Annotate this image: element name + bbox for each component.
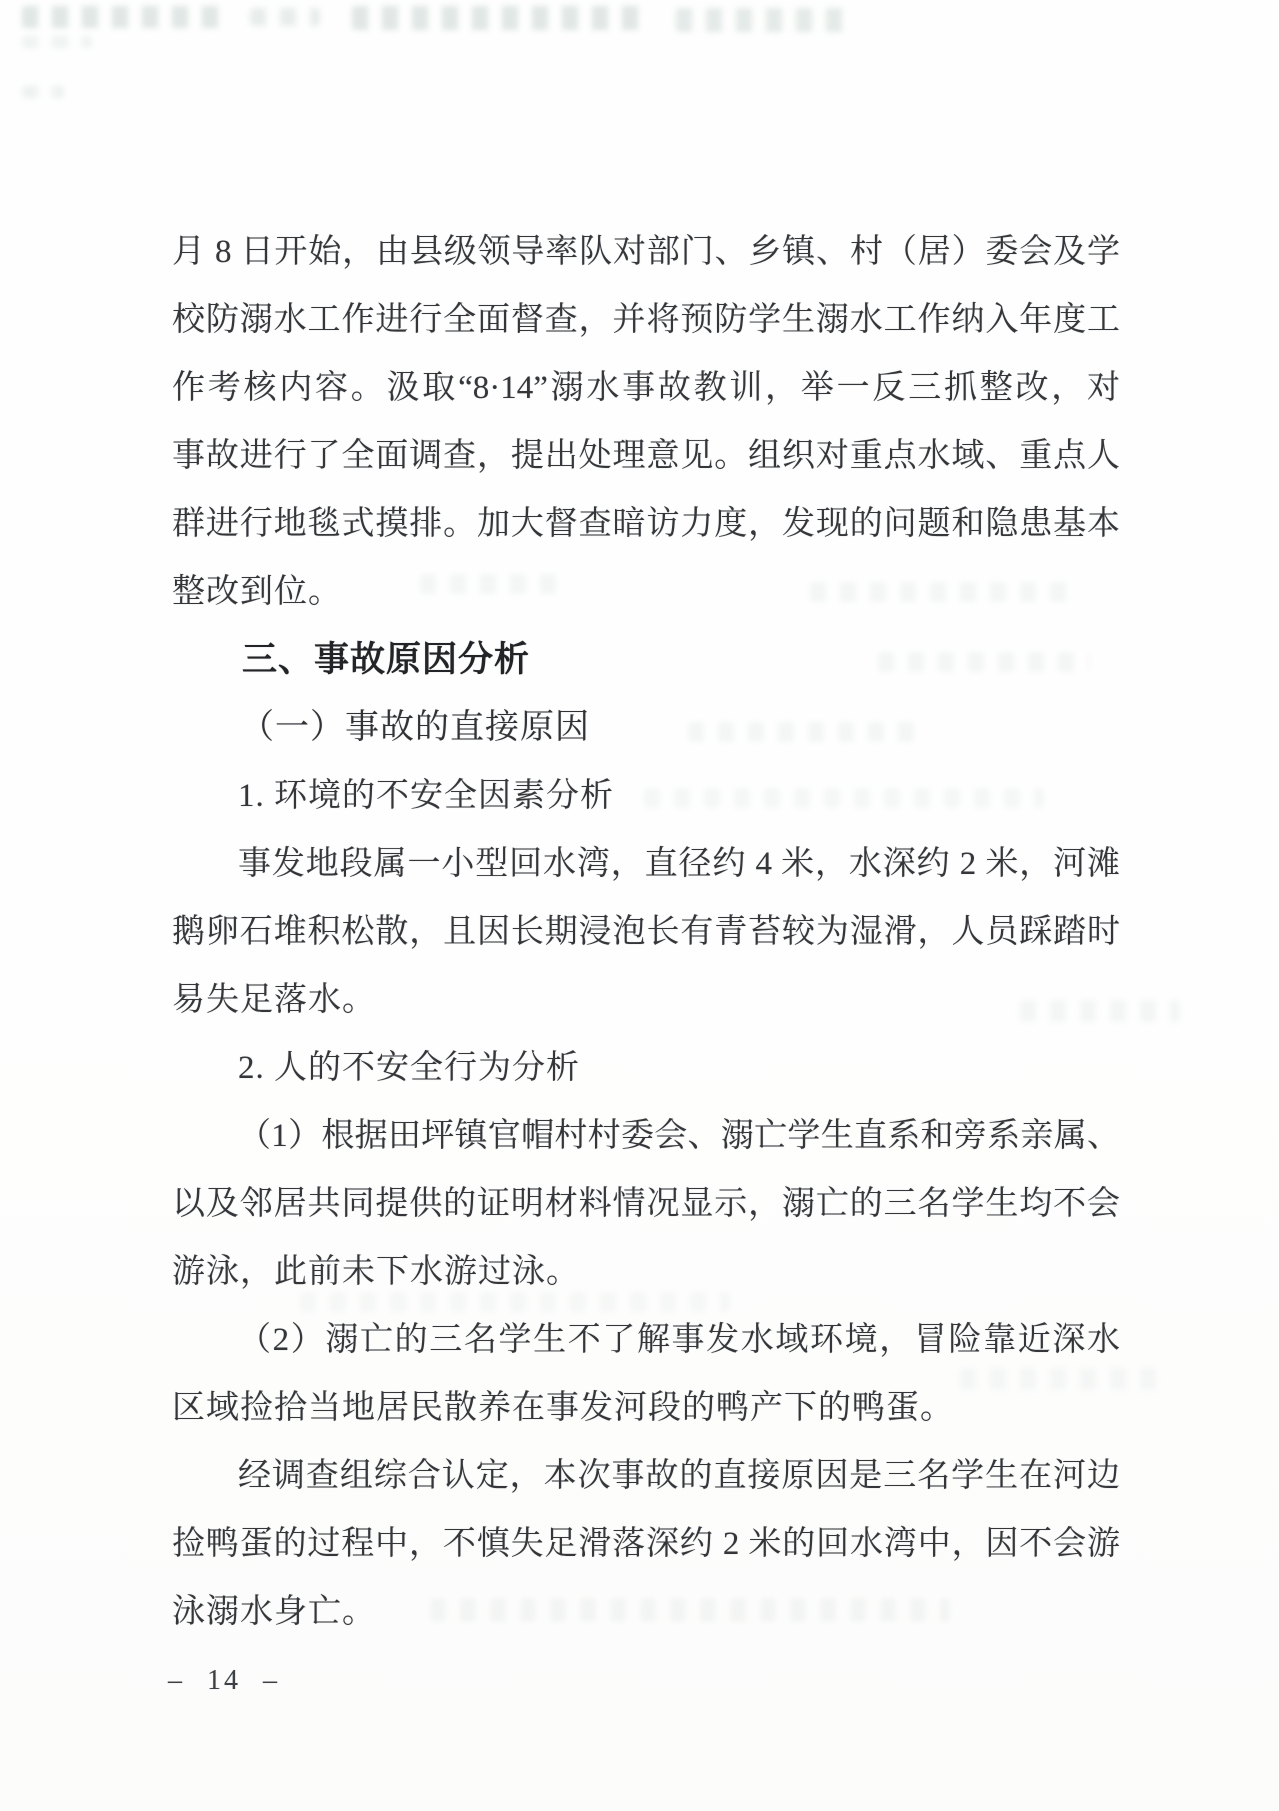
numbered-item-line: 1. 环境的不安全因素分析 [238,778,614,814]
bleed-through-artifact [352,6,652,30]
bleed-through-artifact [22,86,64,98]
body-text-line: 捡鸭蛋的过程中，不慎失足滑落深约 2 米的回水湾中，因不会游 [172,1526,1120,1562]
body-text-line: 泳溺水身亡。 [172,1594,376,1630]
subsection-heading-line: （一）事故的直接原因 [240,709,590,746]
body-text-line: 游泳，此前未下水游过泳。 [172,1254,580,1290]
body-text-line: 事发地段属一小型回水湾，直径约 4 米，水深约 2 米，河滩 [238,846,1121,882]
bleed-through-artifact [22,36,92,48]
section-heading-line: 三、事故原因分析 [242,640,531,679]
body-text-line: （2）溺亡的三名学生不了解事发水域环境，冒险靠近深水 [238,1322,1120,1358]
body-text-line: 整改到位。 [172,574,342,610]
page-number: – 14 – [168,1665,280,1696]
body-text-line: 经调查组综合认定，本次事故的直接原因是三名学生在河边 [238,1458,1120,1494]
body-text-line: 以及邻居共同提供的证明材料情况显示，溺亡的三名学生均不会 [172,1186,1120,1222]
document-body [172,218,1120,1646]
bleed-through-artifact [676,8,846,32]
body-text-line: 群进行地毯式摸排。加大督查暗访力度，发现的问题和隐患基本 [172,506,1120,542]
body-text-line: 作考核内容。汲取“8·14”溺水事故教训，举一反三抓整改，对 [172,370,1120,406]
body-text-line: 月 8 日开始，由县级领导率队对部门、乡镇、村（居）委会及学 [172,234,1120,270]
body-text-line: 易失足落水。 [172,982,376,1018]
body-text-line: 鹅卵石堆积松散，且因长期浸泡长有青苔较为湿滑，人员踩踏时 [172,914,1120,950]
body-text-line: 区域捡拾当地居民散养在事发河段的鸭产下的鸭蛋。 [172,1390,954,1426]
bleed-through-artifact [250,8,320,26]
body-text-line: 事故进行了全面调查，提出处理意见。组织对重点水域、重点人 [172,438,1120,474]
bleed-through-artifact [22,6,222,28]
numbered-item-line: 2. 人的不安全行为分析 [238,1050,580,1086]
body-text-line: 校防溺水工作进行全面督查，并将预防学生溺水工作纳入年度工 [172,302,1120,338]
body-text-line: （1）根据田坪镇官帽村村委会、溺亡学生直系和旁系亲属、 [238,1118,1120,1154]
